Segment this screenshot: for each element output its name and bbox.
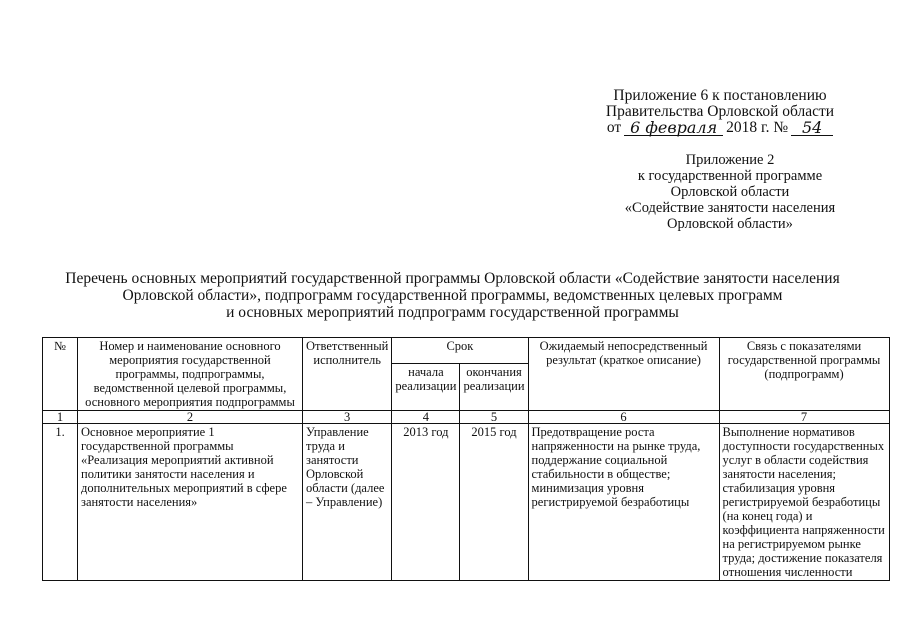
annex2-line: Орловской области»: [667, 216, 793, 232]
annex2-line: «Содействие занятости населения: [624, 200, 836, 216]
header-end: окончания реализации: [460, 363, 528, 410]
header-link: Связь с показателями государственной программы (подпрограмм): [719, 338, 889, 411]
header-start: начала реализации: [392, 363, 460, 410]
row-link: Выполнение нормативов доступности государственных услуг в области содействия занятости населения; стабилизация уровня регистрируемой безработицы (на конец года) и коэффициента напряженности на регистрируемом рынке труда; достижение показателя отношения численности: [719, 424, 889, 581]
row-end: 2015 год: [460, 424, 528, 581]
column-number: 7: [719, 411, 889, 424]
column-number: 6: [528, 411, 719, 424]
annex-year-text: 2018 г. №: [726, 119, 789, 136]
annex2-block: [590, 152, 870, 232]
title-line: Перечень основных мероприятий государственной программы Орловской области «Содействие занятости населения: [65, 270, 840, 287]
column-numbers-row: [43, 411, 890, 424]
column-number: 5: [460, 411, 528, 424]
handwritten-date: 6 февраля: [624, 121, 723, 136]
title-line: и основных мероприятий подпрограмм государственной программы: [226, 304, 679, 321]
annex2-line: Приложение 2: [685, 152, 775, 168]
annex-header: [560, 88, 880, 136]
header-result: Ожидаемый непосредственный результат (краткое описание): [528, 338, 719, 411]
row-num: 1.: [43, 424, 78, 581]
annex-prefix: от: [606, 119, 622, 136]
handwritten-number: 54: [791, 121, 833, 136]
column-number: 2: [78, 411, 303, 424]
annex2-line: Орловской области: [670, 184, 790, 200]
measures-table: [42, 337, 890, 581]
column-number: 3: [303, 411, 392, 424]
annex-date-line: [560, 120, 880, 136]
document-title: [40, 270, 865, 321]
annex-line-1: Приложение 6 к постановлению: [613, 87, 827, 104]
annex2-line: к государственной программе: [637, 168, 823, 184]
column-number: 1: [43, 411, 78, 424]
row-responsible: Управление труда и занятости Орловской области (далее – Управление): [303, 424, 392, 581]
annex-line-2: Правительства Орловской области: [605, 103, 835, 120]
column-number: 4: [392, 411, 460, 424]
row-name: Основное мероприятие 1 государственной программы «Реализация мероприятий активной политики занятости населения и дополнительных мероприятий в сфере занятости населения»: [78, 424, 303, 581]
title-line: Орловской области», подпрограмм государственной программы, ведомственных целевых программ: [122, 287, 783, 304]
header-responsible: Ответственный исполнитель: [303, 338, 392, 411]
header-num: №: [43, 338, 78, 411]
row-result: Предотвращение роста напряженности на рынке труда, поддержание социальной стабильности в обществе; минимизация уровня регистрируемой безработицы: [528, 424, 719, 581]
header-name: Номер и наименование основного мероприятия государственной программы, подпрограммы, ведомственной целевой программы, основного мероприятия подпрограммы: [78, 338, 303, 411]
table-row: [43, 424, 890, 581]
table-header-row: [43, 338, 890, 364]
row-start: 2013 год: [392, 424, 460, 581]
header-term: Срок: [392, 338, 528, 364]
